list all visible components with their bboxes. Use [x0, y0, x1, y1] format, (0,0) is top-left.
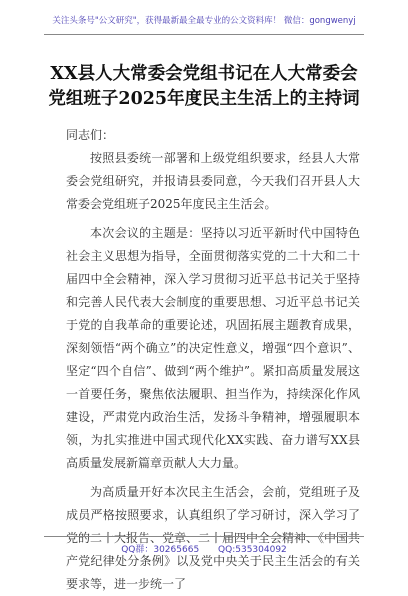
page-footer	[44, 536, 364, 555]
title-line-1: XX县人大常委会党组书记在人大常委会	[50, 64, 358, 84]
document-title	[30, 62, 378, 112]
document-body	[66, 124, 360, 596]
footer-qq: QQ:535304092	[218, 545, 287, 555]
title-line-2: 党组班子2025年度民主生活上的主持词	[48, 89, 360, 109]
paragraph-1: 按照县委统一部署和上级党组织要求，经县人大常委会党组研究，并报请县委同意，今天我们召开县人大常委会党组班子2025年度民主生活会。	[66, 151, 360, 211]
salutation: 同志们：	[66, 128, 115, 142]
paragraph-2: 本次会议的主题是：坚持以习近平新时代中国特色社会主义思想为指导，全面贯彻落实党的二十大和二十届四中全会精神，深入学习贯彻习近平总书记关于坚持和完善人民代表大会制度的重要思想、习近平总书记关于党的自我革命的重要论述，巩固拓展主题教育成果，深刻领悟“两个确立”的决定性意义，增强“四个意识”、坚定“四个自信”、做到“两个维护”。紧扣高质量发展这一首要任务，聚焦依法履职、担当作为，持续深化作风建设，严肃党内政治生活，发扬斗争精神，增强履职本领，为扎实推进中国式现代化XX实践、奋力谱写XX县高质量发展新篇章贡献人大力量。	[66, 226, 360, 470]
paragraph-3: 为高质量开好本次民主生活会，会前，党组班子及成员严格按照要求，认真组织了学习研讨，深入学习了党的二十大报告、党章、二十届四中全会精神、《中国共产党纪律处分条例》以及党中央关于民主生活会的有关要求等，进一步统一了	[66, 485, 361, 591]
footer-qq-group: QQ群：30265665	[121, 545, 200, 555]
page-header: 关注头条号"公文研究"，获得最新最全最专业的公文资料库！ 微信：gongwenyj	[44, 14, 364, 35]
